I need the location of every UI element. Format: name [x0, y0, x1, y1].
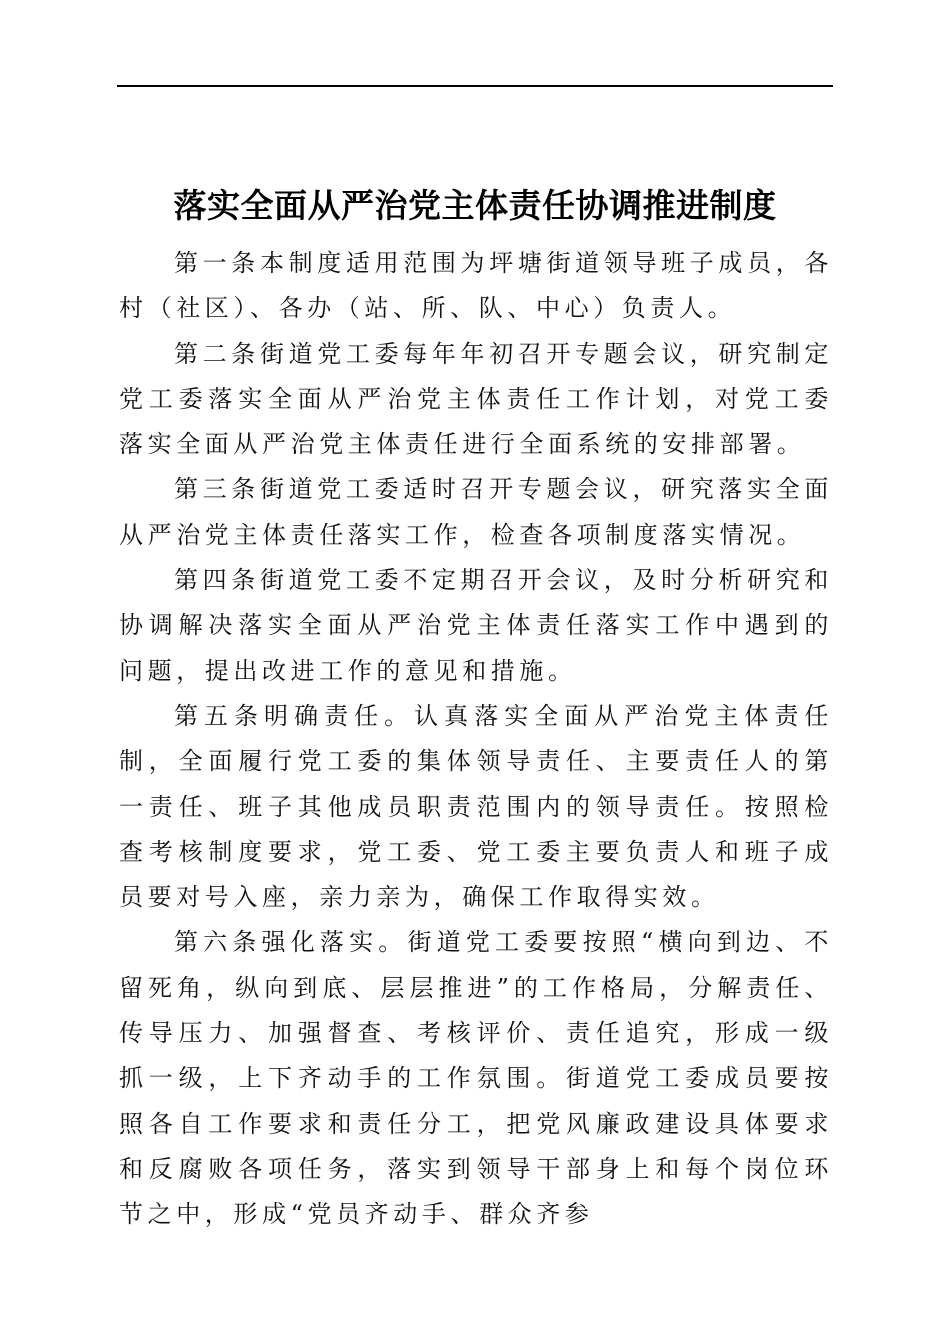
article-3-paragraph: 第三条街道党工委适时召开专题会议，研究落实全面从严治党主体责任落实工作，检查各项制度落实情况。 — [119, 475, 833, 549]
article-5-paragraph: 第五条明确责任。认真落实全面从严治党主体责任制，全面履行党工委的集体领导责任、主要责任人的第一责任、班子其他成员职责范围内的领导责任。按照检查考核制度要求，党工委、党工委主要负责人和班子成员要对号入座，亲力亲为，确保工作取得实效。 — [119, 701, 833, 912]
article-1-paragraph: 第一条本制度适用范围为坪塘街道领导班子成员，各村（社区）、各办（站、所、队、中心）负责人。 — [119, 249, 833, 323]
header-rule — [117, 85, 833, 87]
document-body — [119, 241, 833, 1238]
document-title: 落实全面从严治党主体责任协调推进制度 — [173, 186, 777, 226]
article-2-paragraph: 第二条街道党工委每年年初召开专题会议，研究制定党工委落实全面从严治党主体责任工作计划，对党工委落实全面从严治党主体责任进行全面系统的安排部署。 — [119, 339, 833, 459]
article-4-paragraph: 第四条街道党工委不定期召开会议，及时分析研究和协调解决落实全面从严治党主体责任落实工作中遇到的问题，提出改进工作的意见和措施。 — [119, 566, 833, 685]
article-6-paragraph: 第六条强化落实。街道党工委要按照“横向到边、不留死角，纵向到底、层层推进”的工作格局，分解责任、传导压力、加强督查、考核评价、责任追究，形成一级抓一级，上下齐动手的工作氛围。街道党工委成员要按照各自工作要求和责任分工，把党风廉政建设具体要求和反腐败各项任务，落实到领导干部身上和每个岗位环节之中，形成“党员齐动手、群众齐参 — [119, 928, 833, 1229]
